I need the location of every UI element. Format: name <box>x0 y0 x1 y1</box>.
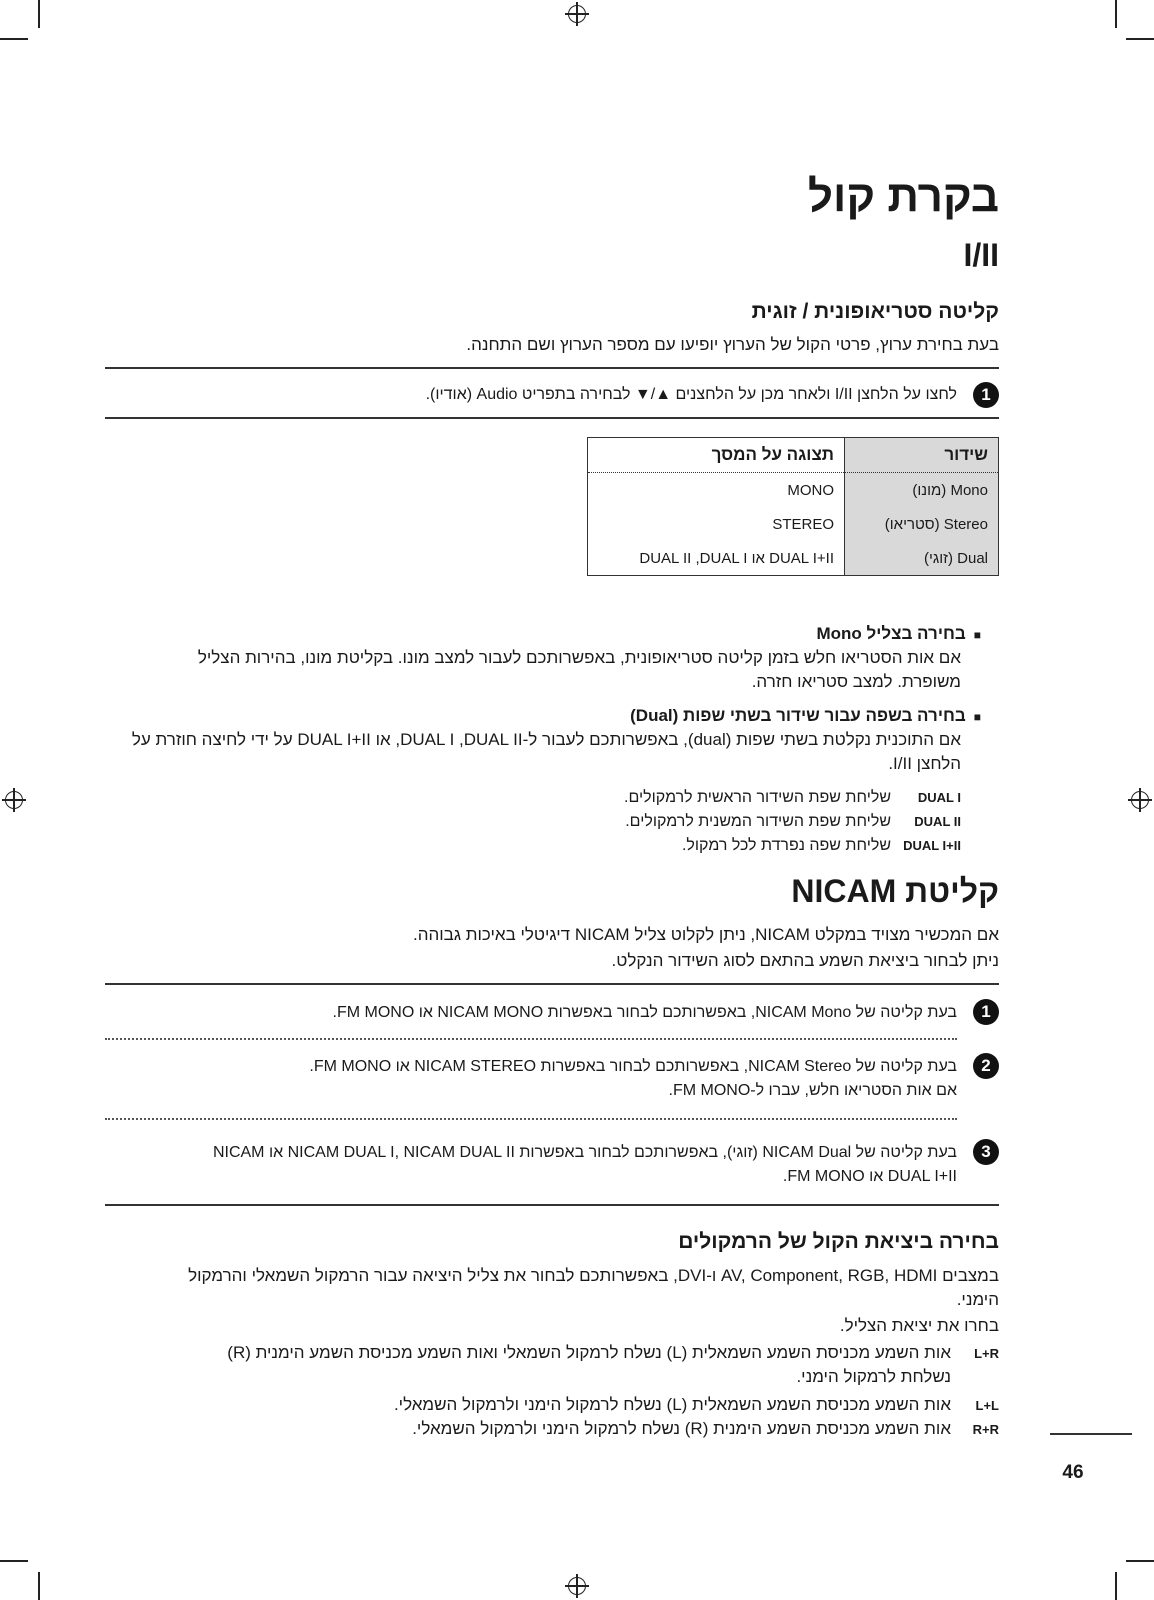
broadcast-table <box>587 437 999 576</box>
step-number-1: 1 <box>973 999 999 1025</box>
section-heading-stereo: קליטה סטריאופונית / זוגית <box>751 300 999 323</box>
divider <box>105 983 999 985</box>
step-text: לחצו על הלחצן I/II ולאחר מכן על הלחצנים ▲/▼ לבחירה בתפריט Audio (אודיו). <box>425 386 957 403</box>
bullet-heading-mono: ■ בחירה בצליל Mono <box>816 622 981 647</box>
paragraph-line: אם אות הסטריאו חלש בזמן קליטה סטריאופונית, באפשרותכם לעבור למצב מונו. בקליטת מונו, בהירות הצליל <box>197 648 961 667</box>
crop-mark <box>38 1572 40 1600</box>
registration-mark-icon <box>568 5 586 23</box>
crop-mark <box>0 38 28 40</box>
crop-mark <box>1115 1572 1117 1600</box>
divider <box>105 417 999 419</box>
step-text: DUAL I+II או FM MONO. <box>782 1168 957 1185</box>
page-title: בקרת קול <box>807 172 999 221</box>
divider <box>105 367 999 369</box>
registration-mark-icon <box>568 1577 586 1595</box>
step-number-3: 3 <box>973 1139 999 1165</box>
divider <box>105 1204 999 1206</box>
list-item <box>105 1341 999 1366</box>
table-cell: Dual (זוגי) <box>845 541 999 576</box>
output-text: אות השמע מכניסת השמע השמאלית (L) נשלח לרמקול הימני ולרמקול השמאלי. <box>393 1395 951 1414</box>
list-item <box>394 1393 999 1418</box>
section-heading-speakers: בחירה ביציאת הקול של הרמקולים <box>678 1230 999 1253</box>
crop-mark <box>38 0 40 28</box>
footer-rule <box>1050 1433 1132 1435</box>
paragraph-line: נשלחת לרמקול הימני. <box>796 1367 951 1386</box>
step-text: אם אות הסטריאו חלש, עברו ל-FM MONO. <box>668 1082 957 1099</box>
section-intro: בעת בחירת ערוץ, פרטי הקול של הערוץ יופיעו עם מספר הערוץ ושם התחנה. <box>466 335 999 354</box>
dual-key: DUAL I <box>917 790 961 805</box>
paragraph-line: אם התוכנית נקלטת בשתי שפות (dual), באפשרותכם לעבור ל-DUAL I ,DUAL II, או DUAL I+II על ידי לחיצה חוזרת על <box>131 730 961 749</box>
list-item <box>412 1417 999 1442</box>
crop-mark <box>1126 1560 1154 1562</box>
table-cell: Mono (מונו) <box>845 473 999 508</box>
dual-text: שליחת שפה נפרדת לכל רמקול. <box>681 837 891 854</box>
list-item <box>682 834 961 858</box>
paragraph-line: בחרו את יציאת הצליל. <box>839 1316 999 1335</box>
bullet-heading-dual: ■ בחירה בשפה עבור שידור בשתי שפות (Dual) <box>630 704 981 729</box>
table-cell: MONO <box>588 473 845 508</box>
table-cell: STEREO <box>588 507 845 541</box>
dual-text: שליחת שפת השידור המשנית לרמקולים. <box>625 813 891 830</box>
dotted-divider <box>105 1038 957 1040</box>
paragraph-line: הימני. <box>956 1290 999 1309</box>
table-row <box>588 473 999 508</box>
table-header: שידור <box>845 438 999 473</box>
dotted-divider <box>105 1118 957 1120</box>
table-cell: Stereo (סטריאו) <box>845 507 999 541</box>
step-number-1: 1 <box>973 382 999 408</box>
paragraph-line: במצבים AV, Component, RGB, HDMI ו-DVI, באפשרותכם לבחור את צליל היציאה עבור הרמקול השמאלי והרמקול <box>188 1266 999 1285</box>
paragraph-line: הלחצן I/II. <box>888 754 961 773</box>
crop-mark <box>1126 38 1154 40</box>
paragraph-line: ניתן לבחור ביציאת השמע בהתאם לסוג השידור הנקלט. <box>611 951 999 970</box>
paragraph-line: אם המכשיר מצויד במקלט NICAM, ניתן לקלוט צליל NICAM דיגיטלי באיכות גבוהה. <box>412 925 999 944</box>
output-key: L+L <box>975 1398 999 1413</box>
step-text: בעת קליטה של NICAM Stereo, באפשרותכם לבחור באפשרות NICAM STEREO או FM MONO. <box>309 1058 957 1075</box>
registration-mark-icon <box>5 791 23 809</box>
page-number: 46 <box>1062 1462 1084 1483</box>
table-header: תצוגה על המסך <box>588 438 845 473</box>
registration-mark-icon <box>1131 791 1149 809</box>
step-number-2: 2 <box>973 1053 999 1079</box>
list-item <box>625 810 961 834</box>
output-key: L+R <box>974 1346 999 1361</box>
step-text: בעת קליטה של NICAM Dual (זוגי), באפשרותכם לבחור באפשרות NICAM DUAL I, NICAM DUAL II או NICAM <box>212 1144 957 1161</box>
table-row <box>588 541 999 576</box>
paragraph-line: משופרת. למצב סטריאו חזרה. <box>751 672 961 691</box>
list-item <box>624 786 961 810</box>
dual-text: שליחת שפת השידור הראשית לרמקולים. <box>624 789 891 806</box>
crop-mark <box>0 1560 28 1562</box>
table-row <box>588 507 999 541</box>
dual-key: DUAL II <box>914 814 961 829</box>
step-text: בעת קליטה של NICAM Mono, באפשרותכם לבחור באפשרות NICAM MONO או FM MONO. <box>332 1004 957 1021</box>
output-text: אות השמע מכניסת השמע השמאלית (L) נשלח לרמקול השמאלי ואות השמע מכניסת השמע הימנית (R) <box>227 1343 951 1362</box>
crop-mark <box>1115 0 1117 28</box>
output-text: אות השמע מכניסת השמע הימנית (R) נשלח לרמקול הימני ולרמקול השמאלי. <box>412 1419 951 1438</box>
table-cell: DUAL I+II או DUAL II ,DUAL I <box>588 541 845 576</box>
dual-key: DUAL I+II <box>903 838 961 853</box>
page-subtitle: I/II <box>963 237 999 273</box>
section-heading-nicam: קליטת NICAM <box>791 873 999 909</box>
output-key: R+R <box>972 1422 999 1437</box>
